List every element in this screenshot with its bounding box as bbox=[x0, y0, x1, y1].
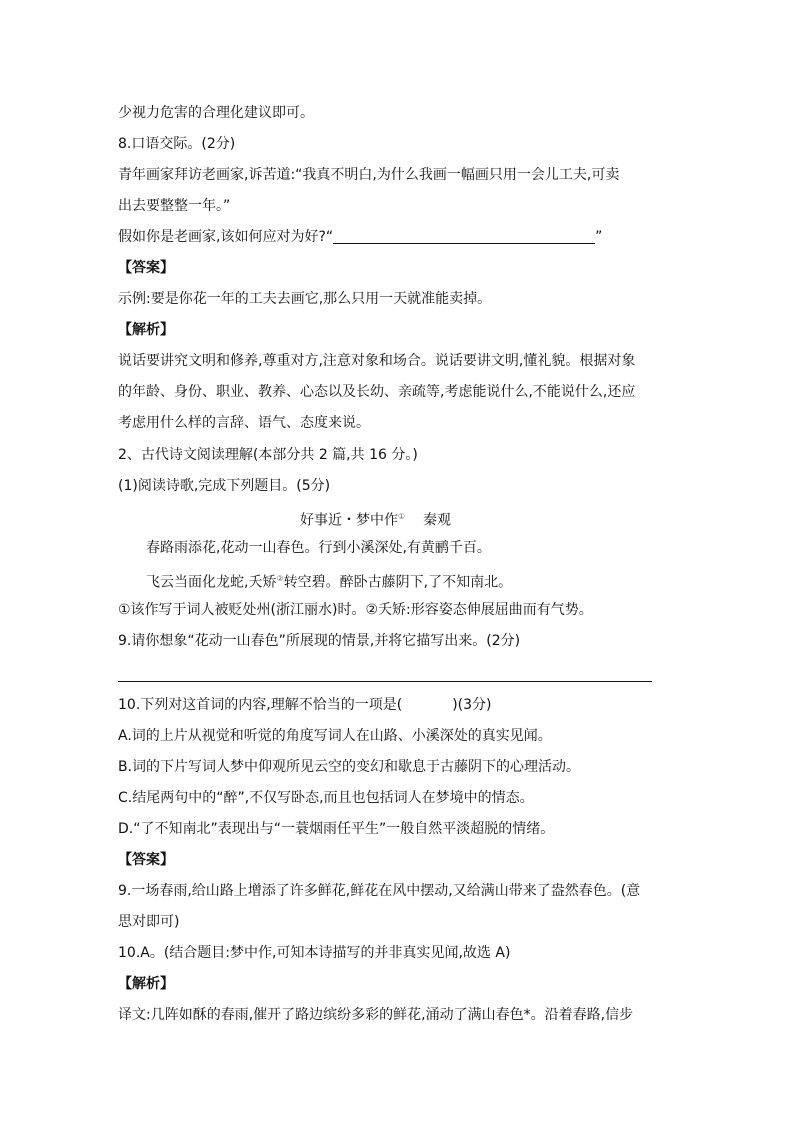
answer-text: 9.一场春雨,给山路上增添了许多鲜花,鲜花在风中摆动,又给满山带来了盎然春色。(意 bbox=[118, 883, 641, 899]
analysis-heading: 【解析】 bbox=[118, 322, 174, 338]
section-heading: 2、古代诗文阅读理解(本部分共 2 篇,共 16 分。) bbox=[118, 447, 418, 463]
option-d: D.“了不知南北”表现出与“一蓑烟雨任平生”一般自然平淡超脱的情绪。 bbox=[118, 821, 555, 837]
text-line: 少视力危害的合理化建议即可。 bbox=[118, 105, 314, 121]
analysis-text: 说话要讲究文明和修养,尊重对方,注意对象和场合。说话要讲文明,懂礼貌。根据对象 bbox=[118, 353, 636, 369]
footnote-marker: ② bbox=[276, 574, 284, 583]
option-a: A.词的上片从视觉和听觉的角度写词人在山路、小溪深处的真实见闻。 bbox=[118, 728, 552, 744]
answer-text: 10.A。(结合题目:梦中作,可知本诗描写的并非真实见闻,故选 A) bbox=[118, 945, 511, 961]
poem-title bbox=[300, 507, 600, 531]
question-9: 9.请你想象“花动一山春色”所展现的情景,并将它描写出来。(2分) bbox=[118, 633, 521, 649]
analysis-text: 考虑用什么样的言辞、语气、态度来说。 bbox=[118, 415, 370, 431]
question-10-score: )(3分) bbox=[452, 697, 492, 713]
subsection-heading: (1)阅读诗歌,完成下列题目。(5分) bbox=[118, 478, 331, 494]
poem-line-part: 转空碧。醉卧古藤阴下,了不知南北。 bbox=[283, 574, 513, 591]
translation-text: 译文:几阵如酥的春雨,催开了路边缤纷多彩的鲜花,涌动了满山春色*。沿着春路,信步 bbox=[118, 1007, 634, 1023]
answer-text: 示例:要是你花一年的工夫去画它,那么只用一天就准能卖掉。 bbox=[118, 291, 492, 307]
option-c: C.结尾两句中的“醉”,不仅写卧态,而且也包括词人在梦境中的情态。 bbox=[118, 790, 534, 806]
answer-heading: 【答案】 bbox=[118, 260, 174, 276]
answer-blank[interactable] bbox=[333, 229, 595, 244]
question-10-text: 10.下列对这首词的内容,理解不恰当的一项是( bbox=[118, 697, 403, 713]
text-line: 出去要整整一年。” bbox=[118, 198, 231, 214]
analysis-text: 的年龄、身份、职业、教养、心态以及长幼、亲疏等,考虑能说什么,不能说什么,还应 bbox=[118, 384, 636, 400]
prompt-text: 假如你是老画家,该如何应对为好?“ bbox=[118, 229, 334, 245]
answer-text: 思对即可) bbox=[118, 914, 180, 930]
poem-author: 秦观 bbox=[422, 512, 451, 529]
analysis-heading: 【解析】 bbox=[118, 976, 174, 992]
option-b: B.词的下片写词人梦中仰观所见云空的变幻和歇息于古藤阴下的心理活动。 bbox=[118, 759, 581, 775]
poem-line: 春路雨添花,花动一山春色。行到小溪深处,有黄鹂千百。 bbox=[146, 540, 491, 556]
poem-line-part: 飞云当面化龙蛇,夭矫 bbox=[146, 574, 277, 591]
question-10 bbox=[118, 695, 688, 715]
answer-heading: 【答案】 bbox=[118, 852, 174, 868]
question-8-heading: 8.口语交际。(2分) bbox=[118, 136, 236, 152]
prompt-close-quote: ” bbox=[595, 229, 603, 245]
answer-line[interactable] bbox=[118, 681, 652, 682]
text-line: 青年画家拜访老画家,诉苦道:“我真不明白,为什么我画一幅画只用一会儿工夫,可卖 bbox=[118, 167, 620, 183]
poem-title-text: 好事近・梦中作 bbox=[300, 512, 398, 529]
footnote-marker: ① bbox=[398, 512, 406, 521]
poem-notes: ①该作写于词人被贬处州(浙江丽水)时。②夭矫:形容姿态伸展屈曲而有气势。 bbox=[118, 602, 593, 618]
question-8-prompt bbox=[118, 227, 688, 247]
poem-line bbox=[146, 569, 716, 593]
